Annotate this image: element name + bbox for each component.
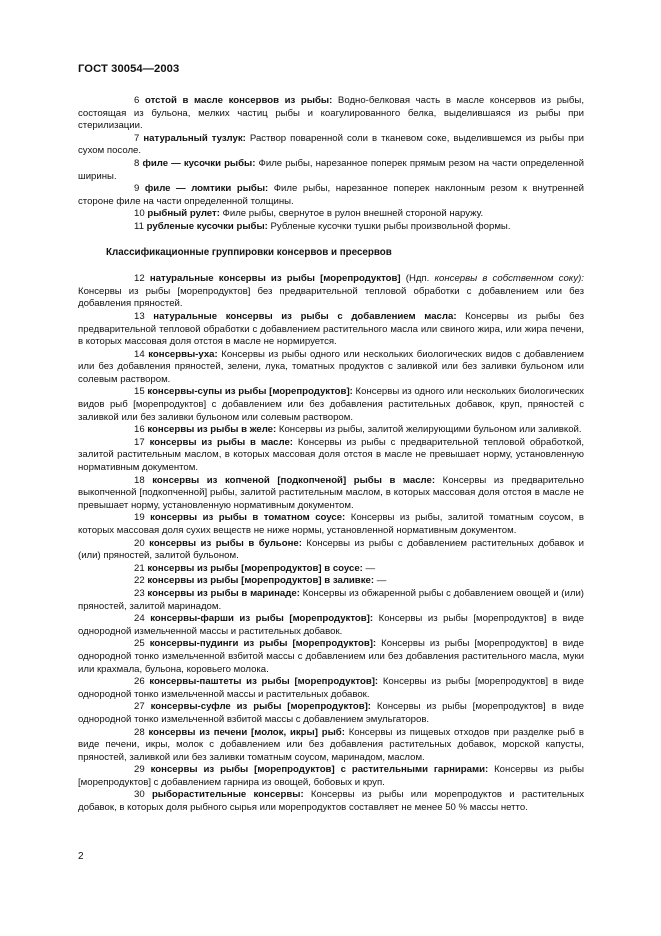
- item-definition: Консервы из рыбы [морепродуктов] в виде однородной тонко измельченной взбитой массы с добавлением или без добавления растительного масла, муки или крахмала, бульона, коровьего молока.: [78, 638, 584, 675]
- definition-item: [78, 95, 584, 133]
- item-term: натуральные консервы из рыбы с добавлением масла:: [153, 310, 457, 322]
- definition-item: [78, 475, 584, 513]
- definitions-list-a: [78, 95, 584, 234]
- item-term: консервы из рыбы в бульоне:: [149, 537, 302, 549]
- item-number: 24: [134, 613, 145, 625]
- item-term: рыбный рулет:: [147, 208, 220, 220]
- item-term: филе — ломтики рыбы:: [144, 183, 269, 195]
- item-number: 19: [134, 512, 145, 524]
- item-note-prefix: (Ндп.: [400, 273, 435, 285]
- item-number: 16: [134, 424, 145, 436]
- definition-item: [78, 349, 584, 387]
- item-definition: —: [374, 575, 387, 587]
- item-definition: Консервы из предварительно выкопченной [подкопченной] рыбы, залитой растительным маслом, в которых массовая доля отстоя в масле не превышает норму, установленную нормативным документом.: [78, 474, 585, 511]
- definition-item: [78, 208, 584, 221]
- item-term: рыборастительные консервы:: [151, 789, 304, 801]
- definition-item: [78, 588, 584, 613]
- item-definition: Консервы из рыбы [морепродуктов] без предварительной тепловой обработки с добавлением или без добавления пряностей.: [78, 285, 584, 310]
- item-term: консервы из рыбы в желе:: [147, 424, 277, 436]
- item-definition: Водно-белковая часть в масле консервов из рыбы, состоящая из бульона, мелких частиц рыбы и коагулированного белка, выделившаяся из рыбы при стерилизации.: [78, 95, 584, 132]
- item-term: консервы из рыбы в томатном соусе:: [150, 512, 346, 524]
- item-term: консервы-паштеты из рыбы [морепродуктов]:: [149, 676, 379, 688]
- item-number: 14: [134, 348, 145, 360]
- item-definition: Консервы из рыбы без предварительной тепловой обработки с добавлением растительного масла или свиного жира, или жира печени, в которых массовая доля отстоя в масле не нормируется.: [78, 310, 584, 348]
- item-number: 22: [134, 575, 145, 587]
- item-number: 9: [134, 183, 140, 195]
- definition-item: [78, 133, 584, 158]
- definition-item: [78, 512, 584, 537]
- definition-item: [78, 676, 584, 701]
- item-definition: Консервы из пищевых отходов при разделке рыб в виде печени, икры, молок с добавлением или без добавления растительных добавок, морской капусты, пряностей, заливкой или без заливки томатным соусом, маринадом, маслом.: [78, 726, 584, 763]
- item-term: натуральные консервы из рыбы [морепродуктов]: [149, 273, 401, 285]
- item-definition: Консервы из рыбы, залитой томатным соусом, в которых массовая доля сухих веществ не ниже нормы, установленной нормативным документом.: [78, 512, 585, 536]
- definition-item: [78, 563, 584, 576]
- item-term: консервы из рыбы [морепродуктов] с растительными гарнирами:: [150, 764, 489, 776]
- item-definition: Консервы из рыбы с добавлением растительных добавок и (или) пряностей, залитой бульоном.: [78, 537, 584, 562]
- item-definition: Филе рыбы, нарезанное поперек наклонным резом к внутренней стороне филе на части определенной толщины.: [78, 183, 585, 207]
- definition-item: [78, 638, 584, 676]
- item-term: консервы из рыбы в маринаде:: [147, 587, 300, 599]
- item-note-italic: консервы в собственном соку):: [434, 273, 584, 285]
- item-definition: Консервы из обжаренной рыбы с добавлением овощей и (или) пряностей, залитой маринадом.: [78, 587, 584, 612]
- document-header: ГОСТ 30054—2003: [78, 63, 180, 75]
- definition-item: [78, 183, 584, 208]
- definition-item: [78, 158, 584, 183]
- item-term: отстой в масле консервов из рыбы:: [144, 95, 333, 106]
- item-term: консервы из копченой [подкопченой] рыбы в масле:: [152, 474, 436, 486]
- item-definition: Консервы из рыбы, залитой желирующими бульоном или заливкой.: [276, 424, 582, 436]
- item-definition: Консервы из рыбы [морепродуктов] с добавлением гарнира из овощей, бобовых и круп.: [78, 764, 585, 788]
- document-body: [78, 95, 584, 815]
- item-number: 8: [134, 157, 140, 169]
- definition-item: [78, 311, 584, 349]
- definition-item: [78, 386, 584, 424]
- item-term: консервы из печени [молок, икры] рыб:: [148, 726, 345, 738]
- item-number: 23: [134, 587, 145, 599]
- definition-item: [78, 273, 584, 311]
- item-term: консервы из рыбы [морепродуктов] в заливке:: [147, 575, 375, 587]
- item-number: 10: [134, 208, 145, 220]
- page-number: 2: [78, 851, 84, 862]
- item-number: 29: [134, 764, 145, 776]
- item-definition: Консервы из рыбы [морепродуктов] в виде однородной тонко измельченной взбитой массы с добавлением эмульгаторов.: [78, 701, 584, 725]
- item-definition: Филе рыбы, свернутое в рулон внешней стороной наружу.: [219, 208, 484, 220]
- definition-item: [78, 789, 584, 814]
- definition-item: [78, 221, 584, 234]
- item-definition: Консервы из рыбы [морепродуктов] в виде однородной тонко измельченной массы и растительных добавок.: [78, 676, 584, 700]
- item-definition: Консервы из рыбы одного или нескольких биологических видов с добавлением или без добавления пряностей, зелени, лука, томатных продуктов с заливкой или без заливки бульоном или солевым раствором.: [78, 348, 584, 385]
- definition-item: [78, 613, 584, 638]
- item-definition: Раствор поваренной соли в тканевом соке, выделившемся из рыбы при сухом посоле.: [78, 132, 585, 157]
- item-term: филе — кусочки рыбы:: [142, 157, 256, 169]
- item-term: консервы-пудинги из рыбы [морепродуктов]:: [149, 638, 377, 650]
- item-term: консервы из рыбы [морепродуктов] в соусе:: [147, 562, 363, 574]
- item-definition: Консервы из одного или нескольких биологических видов рыб [морепродуктов] с добавлением или без добавления растительных добавок, круп, пряностей с заливкой или без заливки бульоном или солевым раствором.: [78, 386, 584, 423]
- item-definition: Консервы из рыбы [морепродуктов] в виде однородной измельченной массы и растительных добавок.: [78, 613, 584, 637]
- item-number: 28: [134, 726, 145, 738]
- item-term: консервы-фарши из рыбы [морепродуктов]:: [150, 613, 374, 625]
- item-definition: Консервы из рыбы или морепродуктов и растительных добавок, в которых доля рыбного сырья или морепродуктов составляет не менее 50 % массы нетто.: [78, 789, 584, 814]
- item-number: 26: [134, 676, 145, 688]
- definition-item: [78, 538, 584, 563]
- item-term: консервы из рыбы в масле:: [149, 436, 293, 448]
- definitions-list-b: [78, 311, 584, 815]
- item-definition: —: [362, 562, 376, 574]
- definition-item: [78, 701, 584, 726]
- item-definition: Консервы из рыбы с предварительной тепловой обработкой, залитой растительным маслом, в которых массовая доля отстоя в масле не превышает норму, установленную нормативным документом.: [78, 436, 585, 474]
- section-title: Классификационные группировки консервов и пресервов: [106, 246, 392, 258]
- item-number: 11: [134, 220, 144, 232]
- definition-item: [78, 764, 584, 789]
- item-number: 13: [134, 310, 145, 322]
- item-number: 21: [134, 562, 145, 574]
- item-number: 6: [134, 95, 140, 106]
- item-number: 17: [134, 436, 145, 448]
- item-number: 30: [134, 789, 145, 801]
- item-definition: Филе рыбы, нарезанное поперек прямым резом на части определенной ширины.: [78, 157, 585, 182]
- item-number: 15: [134, 386, 145, 398]
- definition-item: [78, 437, 584, 475]
- definition-item: [78, 424, 584, 437]
- item-term: консервы-уха:: [148, 348, 218, 360]
- item-number: 27: [134, 701, 145, 713]
- definition-item: [78, 575, 584, 588]
- item-number: 18: [134, 474, 145, 486]
- item-term: натуральный тузлук:: [143, 132, 246, 144]
- item-number: 20: [134, 537, 145, 549]
- item-term: рубленые кусочки рыбы:: [146, 220, 268, 232]
- item-number: 7: [134, 132, 140, 144]
- definition-item: [78, 727, 584, 765]
- item-number: 12: [134, 273, 145, 285]
- item-term: консервы-супы из рыбы [морепродуктов]:: [147, 386, 353, 398]
- item-definition: Рубленые кусочки тушки рыбы произвольной формы.: [267, 220, 511, 232]
- item-number: 25: [134, 638, 145, 650]
- item-term: консервы-суфле из рыбы [морепродуктов]:: [150, 701, 371, 713]
